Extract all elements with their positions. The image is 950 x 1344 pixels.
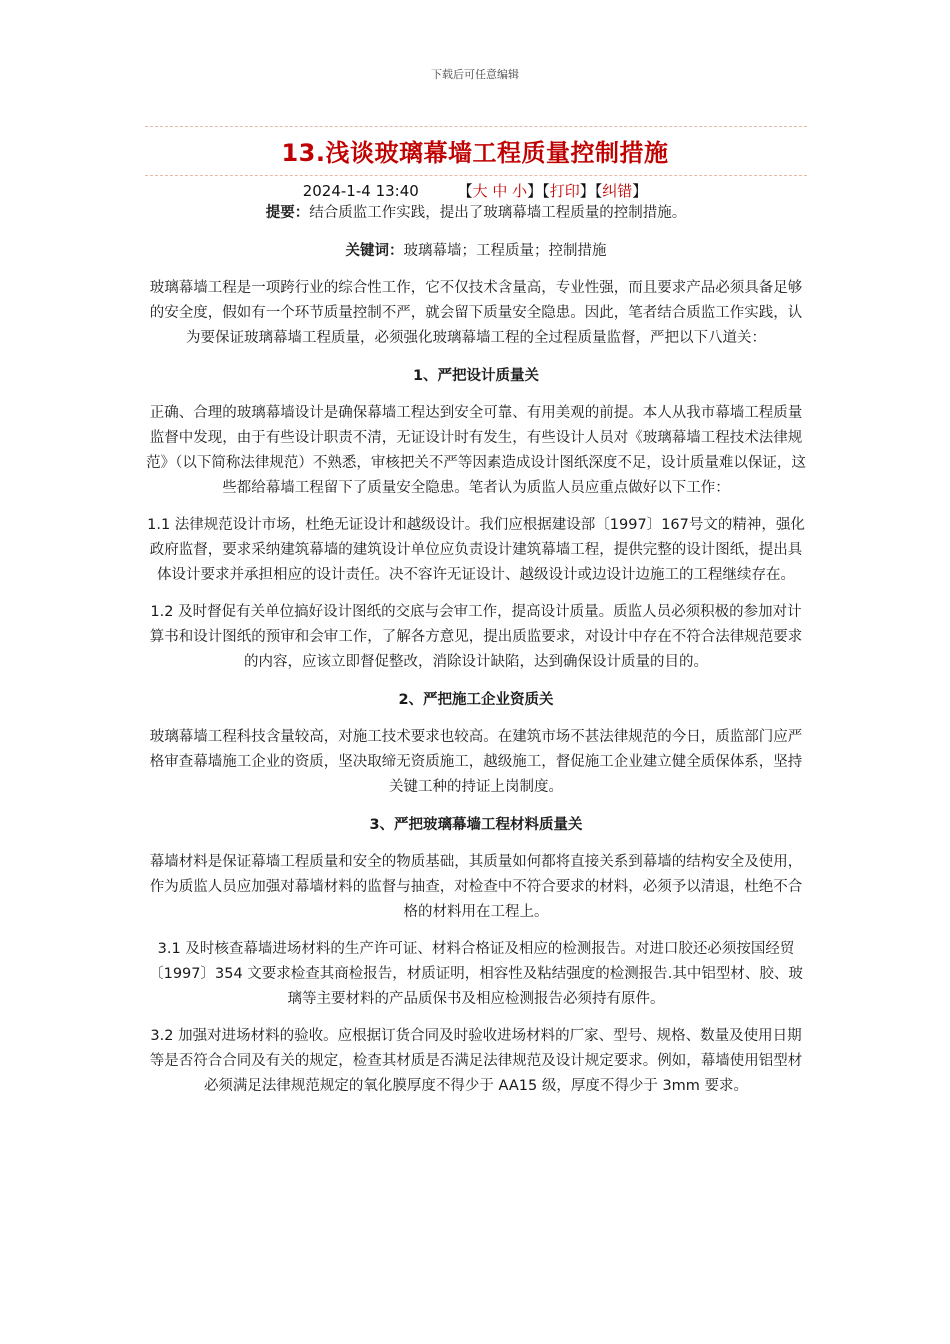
article-body [145,201,807,1099]
section-1-heading: 1、严把设计质量关 [412,368,540,384]
section-1-paragraph-2: 1.1 法律规范设计市场，杜绝无证设计和越级设计。我们应根据建设部〔1997〕167号文的精神，强化政府监督，要求采纳建筑幕墙的建筑设计单位应负责设计建筑幕墙工程，提供完整的设计图纸，提出具体设计要求并承担相应的设计责任。决不容许无证设计、越级设计或边设计边施工的工程继续存在。 [147,517,805,583]
article-title: 13.浅谈玻璃幕墙工程质量控制措施 [281,139,669,167]
section-1-paragraph-3: 1.2 及时督促有关单位搞好设计图纸的交底与会审工作，提高设计质量。质监人员必须积极的参加对计算书和设计图纸的预审和会审工作，了解各方意见，提出质监要求，对设计中存在不符合法律规范要求的内容，应该立即督促整改，消除设计缺陷，达到确保设计质量的目的。 [149,604,803,670]
font-size-link[interactable]: 大 中 小 [472,182,528,200]
section-2-heading: 2、严把施工企业资质关 [398,692,554,708]
article-meta [0,180,950,201]
report-error-link[interactable]: 纠错 [602,182,633,200]
section-3-paragraph-3: 3.2 加强对进场材料的验收。应根据订货合同及时验收进场材料的厂家、型号、规格、数量及使用日期等是否符合合同及有关的规定，检查其材质是否满足法律规范及设计规定要求。例如，幕墙使用铝型材必须满足法律规范规定的氧化膜厚度不得少于 AA15 级，厚度不得少于 3mm 要求。 [149,1028,803,1094]
report-error-control[interactable]: 【纠错】 [594,182,648,200]
print-control[interactable]: 【打印】 [542,182,595,200]
section-1-paragraph-1: 正确、合理的玻璃幕墙设计是确保幕墙工程达到安全可靠、有用美观的前提。本人从我市幕墙工程质量监督中发现，由于有些设计职责不清，无证设计时有发生，有些设计人员对《玻璃幕墙工程技术法律规范》（以下简称法律规范）不熟悉，审核把关不严等因素造成设计图纸深度不足，设计质量难以保证，这些都给幕墙工程留下了质量安全隐患。笔者认为质监人员应重点做好以下工作： [146,405,806,496]
section-2-paragraph-1: 玻璃幕墙工程科技含量较高，对施工技术要求也较高。在建筑市场不甚法律规范的今日，质监部门应严格审查幕墙施工企业的资质，坚决取缔无资质施工，越级施工，督促施工企业建立健全质保体系，坚持关键工种的持证上岗制度。 [149,729,803,795]
summary [145,201,807,226]
summary-label: 提要： [265,205,310,221]
header-note: 下载后可任意编辑 [431,68,519,81]
section-3-paragraph-1: 幕墙材料是保证幕墙工程质量和安全的物质基础，其质量如何都将直接关系到幕墙的结构安全及使用，作为质监人员应加强对幕墙材料的监督与抽查，对检查中不符合要求的材料，必须予以清退，杜绝不合格的材料用在工程上。 [149,854,803,920]
summary-text: 结合质监工作实践，提出了玻璃幕墙工程质量的控制措施。 [309,205,687,221]
publish-date: 2024-1-4 13:40 [302,182,419,200]
section-3-paragraph-2: 3.1 及时核查幕墙进场材料的生产许可证、材料合格证及相应的检测报告。对进口胶还必须按国经贸〔1997〕354 文要求检查其商检报告，材质证明，相容性及粘结强度的检测报告.其中铝型材、胶、玻璃等主要材料的产品质保书及相应检测报告必须持有原件。 [149,941,803,1007]
keywords-label: 关键词： [345,243,404,259]
intro-paragraph: 玻璃幕墙工程是一项跨行业的综合性工作，它不仅技术含量高，专业性强，而且要求产品必须具备足够的安全度，假如有一个环节质量控制不严，就会留下质量安全隐患。因此，笔者结合质监工作实践，认为要保证玻璃幕墙工程质量，必须强化玻璃幕墙工程的全过程质量监督，严把以下八道关： [149,280,803,346]
section-3-heading: 3、严把玻璃幕墙工程材料质量关 [369,817,583,833]
top-dashed-divider [145,126,807,127]
font-size-control[interactable]: 【大 中 小】 [457,182,543,200]
keywords [145,239,807,264]
bottom-dashed-divider [145,175,807,176]
print-link[interactable]: 打印 [549,182,580,200]
keywords-text: 玻璃幕墙；工程质量；控制措施 [403,243,607,259]
